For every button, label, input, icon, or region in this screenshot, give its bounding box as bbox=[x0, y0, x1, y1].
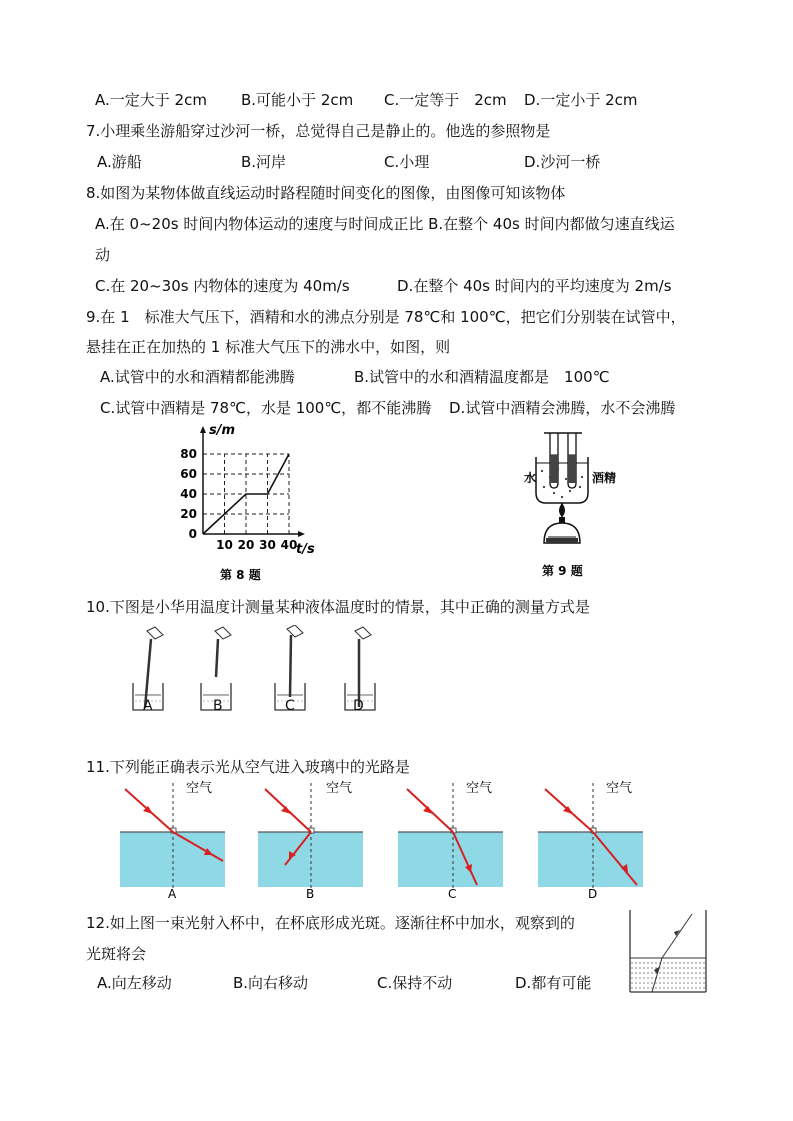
q11-air-label-b: 空气 bbox=[326, 781, 353, 796]
q7-option-a: A.游船 bbox=[97, 153, 142, 171]
q6-option-d: D.一定小于 2cm bbox=[524, 91, 638, 109]
q11-panel-c bbox=[398, 783, 503, 890]
fig8-y-arrow bbox=[200, 426, 206, 433]
q11-light-paths bbox=[115, 775, 675, 900]
fig9-water-label: 水 bbox=[524, 471, 537, 485]
q6-option-b: B.可能小于 2cm bbox=[241, 91, 354, 109]
q12-stem-line1: 12.如上图一束光射入杯中，在杯底形成光斑。逐渐往杯中加水，观察到的 bbox=[86, 914, 575, 932]
q12-option-c: C.保持不动 bbox=[377, 974, 453, 992]
q7-option-c: C.小理 bbox=[384, 153, 430, 171]
fig8-caption: 第 8 题 bbox=[220, 568, 261, 582]
q9-option-d: D.试管中酒精会沸腾，水不会沸腾 bbox=[449, 399, 676, 417]
q11-air-label-d: 空气 bbox=[606, 781, 633, 796]
q9-stem-line1: 9.在 1 标准大气压下，酒精和水的沸点分别是 78℃和 100℃，把它们分别装在试管中， bbox=[86, 308, 686, 326]
q10-label-d: D bbox=[353, 698, 364, 714]
fig8-xtick-40: 40 bbox=[280, 538, 298, 552]
q9-stem-line2: 悬挂在正在加热的 1 标准大气压下的沸水中，如图，则 bbox=[86, 338, 451, 356]
q10-thermometers bbox=[125, 625, 385, 720]
q11-stem: 11.下列能正确表示光从空气进入玻璃中的光路是 bbox=[86, 758, 410, 776]
q8-option-d: D.在整个 40s 时间内的平均速度为 2m/s bbox=[397, 277, 672, 295]
fig8-ytick-80: 80 bbox=[180, 447, 197, 461]
q8-option-c: C.在 20~30s 内物体的速度为 40m/s bbox=[95, 277, 350, 295]
fig8-ylabel: s/m bbox=[209, 423, 236, 438]
fig9-apparatus bbox=[506, 425, 616, 585]
q11-panel-d bbox=[538, 783, 643, 890]
fig8-chart bbox=[175, 420, 335, 585]
fig8-xtick-30: 30 bbox=[259, 538, 276, 552]
q10-label-c: C bbox=[285, 698, 295, 714]
q9-option-b: B.试管中的水和酒精温度都是 100℃ bbox=[354, 368, 610, 386]
q11-air-label-a: 空气 bbox=[186, 781, 213, 796]
q12-option-a: A.向左移动 bbox=[97, 974, 172, 992]
fig8-xtick-20: 20 bbox=[237, 538, 255, 552]
q12-option-b: B.向右移动 bbox=[233, 974, 309, 992]
q9-option-c: C.试管中酒精是 78℃，水是 100℃，都不能沸腾 bbox=[100, 399, 432, 417]
q10-stem: 10.下图是小华用温度计测量某种液体温度时的情景，其中正确的测量方式是 bbox=[86, 598, 590, 616]
q6-option-a: A.一定大于 2cm bbox=[95, 91, 207, 109]
q11-air-label-c: 空气 bbox=[466, 781, 493, 796]
q6-option-c: C.一定等于 2cm bbox=[384, 91, 507, 109]
fig9-alcohol-label: 酒精 bbox=[592, 471, 616, 485]
q7-option-d: D.沙河一桥 bbox=[524, 153, 601, 171]
fig8-ytick-40: 40 bbox=[180, 487, 197, 501]
q11-label-b: B bbox=[306, 887, 315, 900]
q11-label-c: C bbox=[448, 887, 457, 900]
q12-stem-line2: 光斑将会 bbox=[86, 945, 147, 963]
q11-label-d: D bbox=[588, 887, 598, 900]
q7-stem: 7.小理乘坐游船穿过沙河一桥，总觉得自己是静止的。他选的参照物是 bbox=[86, 122, 551, 140]
q10-label-b: B bbox=[213, 698, 223, 714]
q11-label-a: A bbox=[168, 887, 177, 900]
fig9-caption: 第 9 题 bbox=[542, 564, 583, 578]
fig8-ytick-20: 20 bbox=[180, 507, 197, 521]
q8-stem: 8.如图为某物体做直线运动时路程随时间变化的图像，由图像可知该物体 bbox=[86, 184, 566, 202]
fig8-ytick-60: 60 bbox=[180, 467, 197, 481]
q12-cup-figure bbox=[622, 908, 712, 996]
q12-option-d: D.都有可能 bbox=[515, 974, 592, 992]
q11-panel-a bbox=[120, 783, 225, 890]
fig8-x-arrow bbox=[298, 531, 305, 537]
q8-options-ab: A.在 0~20s 时间内物体运动的速度与时间成正比 B.在整个 40s 时间内都做匀速直线运 bbox=[95, 215, 675, 233]
q11-panel-b bbox=[258, 783, 363, 890]
fig8-xtick-10: 10 bbox=[216, 538, 233, 552]
fig8-ytick-0: 0 bbox=[188, 527, 197, 541]
q8-options-ab-cont: 动 bbox=[95, 246, 111, 264]
fig8-xlabel: t/s bbox=[296, 542, 315, 557]
q9-option-a: A.试管中的水和酒精都能沸腾 bbox=[100, 368, 295, 386]
fig8-ticks bbox=[180, 447, 297, 552]
q10-label-a: A bbox=[143, 698, 153, 714]
q7-option-b: B.河岸 bbox=[241, 153, 287, 171]
